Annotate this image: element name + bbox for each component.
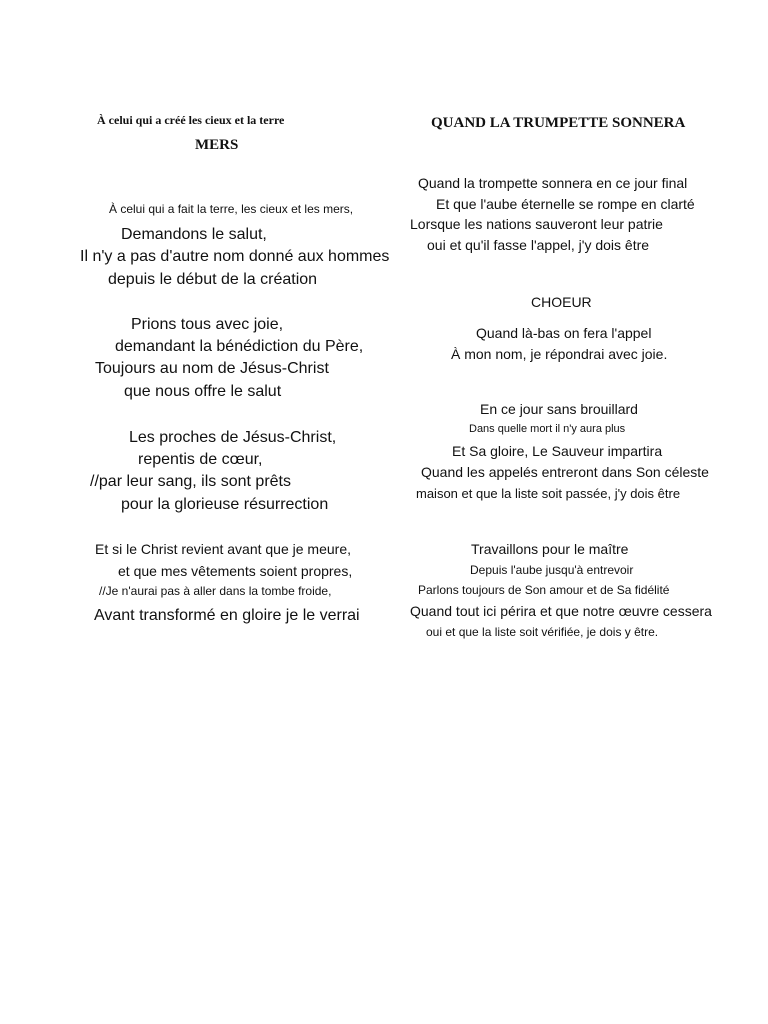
right-verse2-line1: En ce jour sans brouillard [480, 401, 638, 417]
left-stanza3-line2: repentis de cœur, [138, 451, 263, 468]
right-verse1-line2: Et que l'aube éternelle se rompe en clarté [436, 196, 695, 212]
left-stanza2-line3: Toujours au nom de Jésus-Christ [95, 360, 329, 377]
right-verse3-line2: Depuis l'aube jusqu'à entrevoir [470, 563, 634, 577]
left-stanza3-line4: pour la glorieuse résurrection [121, 496, 329, 513]
left-stanza1-line3: depuis le début de la création [108, 271, 318, 288]
left-stanza2-line2: demandant la bénédiction du Père, [115, 338, 364, 355]
left-title-line2: MERS [195, 137, 239, 153]
right-verse1-line4: oui et qu'il fasse l'appel, j'y dois être [427, 237, 650, 253]
right-verse1-line3: Lorsque les nations sauveront leur patrie [410, 216, 663, 232]
left-stanza2-line1: Prions tous avec joie, [131, 316, 284, 333]
right-title: QUAND LA TRUMPETTE SONNERA [431, 115, 686, 131]
left-stanza4-line2: et que mes vêtements soient propres, [118, 563, 353, 579]
right-verse3-line1: Travaillons pour le maître [471, 541, 629, 557]
left-stanza4-line3: //Je n'aurai pas à aller dans la tombe froide, [99, 584, 332, 598]
left-intro: À celui qui a fait la terre, les cieux et les mers, [109, 202, 354, 216]
right-verse2-line5: maison et que la liste soit passée, j'y dois être [416, 486, 681, 501]
right-verse1-line1: Quand la trompette sonnera en ce jour final [418, 175, 688, 191]
left-stanza4-line4: Avant transformé en gloire je le verrai [94, 607, 360, 624]
chorus-label: CHOEUR [531, 294, 592, 310]
right-verse3-line3: Parlons toujours de Son amour et de Sa fidélité [418, 583, 670, 597]
chorus-line2: À mon nom, je répondrai avec joie. [451, 346, 668, 362]
left-stanza1-line2: Il n'y a pas d'autre nom donné aux hommes [80, 248, 390, 265]
right-verse2-line3: Et Sa gloire, Le Sauveur impartira [452, 443, 663, 459]
chorus-line1: Quand là-bas on fera l'appel [476, 325, 652, 341]
left-stanza3-line3: //par leur sang, ils sont prêts [90, 473, 291, 490]
right-verse3-line5: oui et que la liste soit vérifiée, je dois y être. [426, 625, 659, 639]
left-title-line1: À celui qui a créé les cieux et la terre [97, 113, 285, 127]
left-stanza3-line1: Les proches de Jésus-Christ, [129, 429, 337, 446]
left-stanza1-line1: Demandons le salut, [121, 226, 267, 243]
right-verse3-line4: Quand tout ici périra et que notre œuvre cessera [410, 603, 712, 619]
right-verse2-line4: Quand les appelés entreront dans Son céleste [421, 464, 709, 480]
right-verse2-line2: Dans quelle mort il n'y aura plus [469, 423, 626, 435]
left-stanza4-line1: Et si le Christ revient avant que je meure, [95, 541, 352, 557]
left-stanza2-line4: que nous offre le salut [124, 383, 282, 400]
